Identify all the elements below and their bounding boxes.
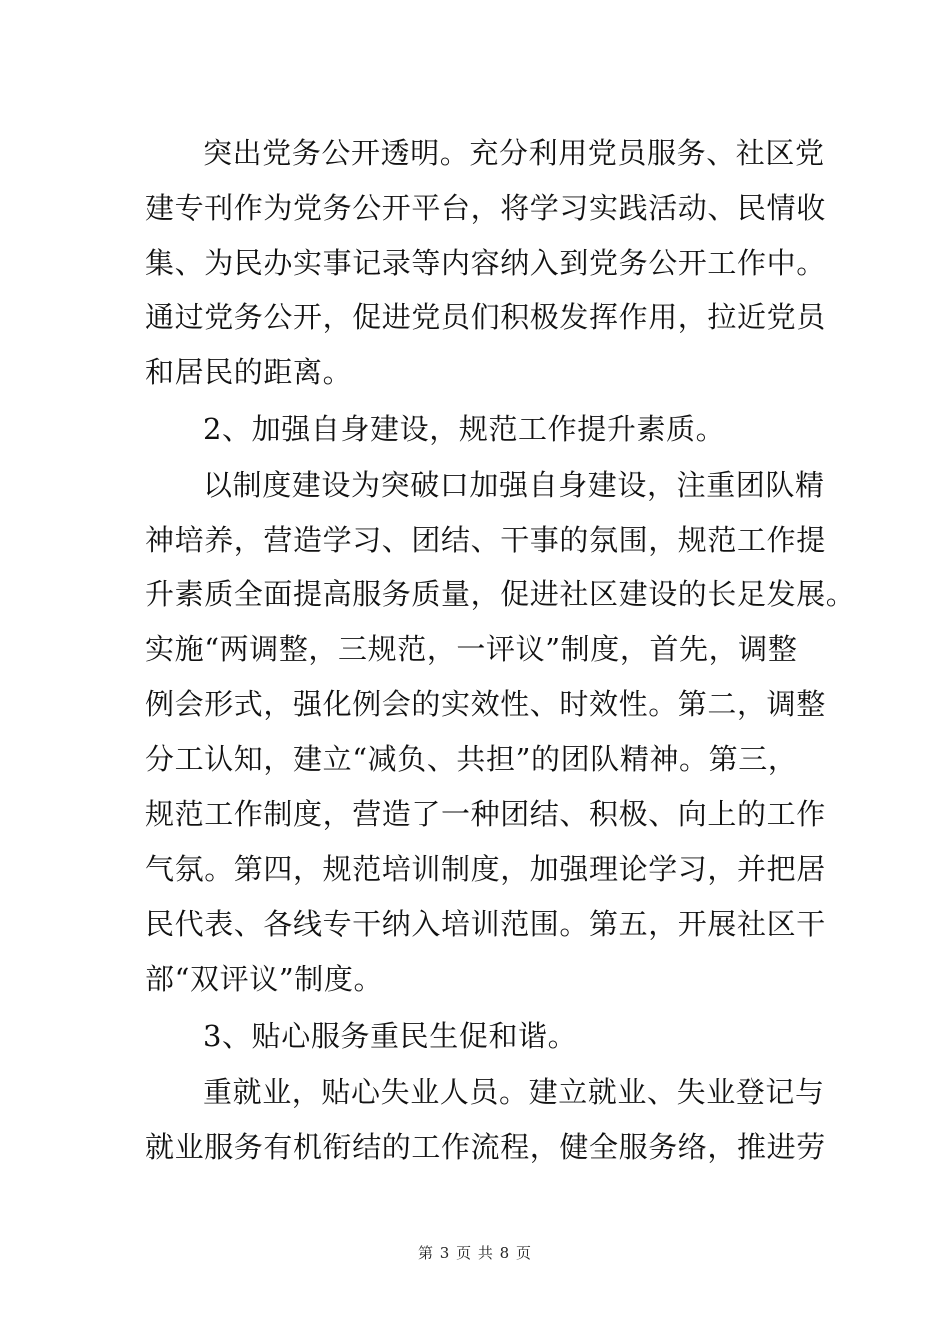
paragraph-line: 规范工作制度，营造了一种团结、积极、向上的工作 bbox=[145, 797, 826, 831]
paragraph-line: 民代表、各线专干纳入培训范围。第五，开展社区干 bbox=[145, 907, 826, 941]
paragraph-line: 以制度建设为突破口加强自身建设，注重团队精 bbox=[203, 468, 825, 502]
paragraph-line: 例会形式，强化例会的实效性、时效性。第二，调整 bbox=[145, 687, 826, 721]
paragraph-line: 和居民的距离。 bbox=[145, 355, 353, 389]
section-heading: 2、加强自身建设，规范工作提升素质。 bbox=[203, 412, 726, 446]
paragraph-line: 神培养，营造学习、团结、干事的氛围，规范工作提 bbox=[145, 523, 826, 557]
paragraph-line: 通过党务公开，促进党员们积极发挥作用，拉近党员 bbox=[145, 300, 826, 334]
paragraph-line: 部“双评议”制度。 bbox=[145, 962, 384, 996]
paragraph-line: 重就业，贴心失业人员。建立就业、失业登记与 bbox=[203, 1075, 825, 1109]
section-heading: 3、贴心服务重民生促和谐。 bbox=[203, 1019, 578, 1053]
paragraph-line: 建专刊作为党务公开平台，将学习实践活动、民情收 bbox=[145, 191, 826, 225]
paragraph-line: 升素质全面提高服务质量，促进社区建设的长足发展。 bbox=[145, 577, 856, 611]
paragraph-line: 就业服务有机衔结的工作流程，健全服务络，推进劳 bbox=[145, 1130, 826, 1164]
paragraph-line: 分工认知，建立“减负、共担”的团队精神。第三， bbox=[145, 742, 798, 776]
paragraph-line: 突出党务公开透明。充分利用党员服务、社区党 bbox=[203, 136, 825, 170]
paragraph-line: 集、为民办实事记录等内容纳入到党务公开工作中。 bbox=[145, 246, 826, 280]
paragraph-line: 实施“两调整，三规范，一评议”制度，首先，调整 bbox=[145, 632, 798, 666]
page-footer: 第 3 页 共 8 页 bbox=[418, 1244, 532, 1262]
paragraph-line: 气氛。第四，规范培训制度，加强理论学习，并把居 bbox=[145, 852, 826, 886]
